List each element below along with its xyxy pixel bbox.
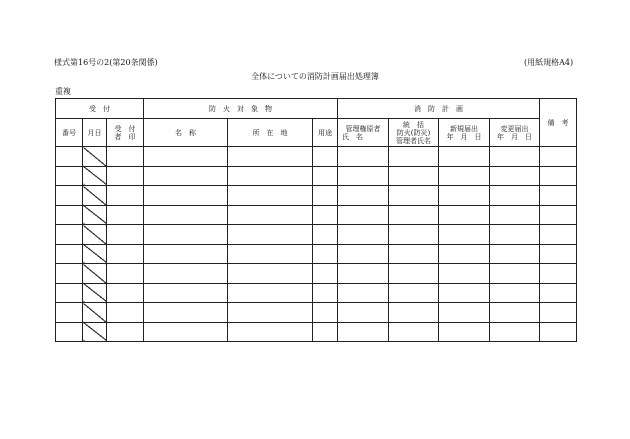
month-day-cell-slashed (83, 244, 107, 264)
col-new-line2: 年 月 日 (446, 132, 482, 141)
table-cell (389, 147, 439, 167)
table-cell (439, 186, 490, 206)
table-cell (313, 166, 338, 186)
table-cell (144, 166, 228, 186)
table-cell (490, 186, 540, 206)
table-row (56, 322, 577, 342)
document-title: 全体についての消防計画届出処理簿 (251, 72, 379, 81)
month-day-cell-slashed (83, 147, 107, 167)
col-name: 名 称 (144, 119, 228, 147)
table-cell (540, 186, 577, 206)
table-cell (313, 322, 338, 342)
paper-size-note: (用紙規格A4) (524, 58, 574, 67)
table-cell (107, 244, 144, 264)
col-change-line2: 年 月 日 (497, 132, 533, 141)
month-day-cell-slashed (83, 186, 107, 206)
table-cell (107, 147, 144, 167)
table-cell (338, 244, 389, 264)
table-cell (144, 147, 228, 167)
col-general-line1: 統 括 (403, 120, 425, 129)
table-cell (144, 225, 228, 245)
month-day-cell-slashed (83, 283, 107, 303)
table-cell (540, 303, 577, 323)
table-cell (56, 283, 83, 303)
table-cell (144, 186, 228, 206)
table-row (56, 264, 577, 284)
table-row (56, 186, 577, 206)
table-cell (439, 303, 490, 323)
col-manager-line2: 氏 名 (342, 132, 364, 141)
col-change-line1: 変更届出 (500, 124, 529, 133)
column-header-row (56, 119, 577, 147)
table-cell (56, 264, 83, 284)
col-month-day: 月日 (83, 119, 107, 147)
month-day-cell-slashed (83, 322, 107, 342)
col-receiver-seal (107, 119, 144, 147)
table-cell (107, 225, 144, 245)
col-general-line2: 防火(防災) (396, 128, 431, 137)
table-cell (107, 322, 144, 342)
table-cell (228, 225, 313, 245)
col-manager (338, 119, 389, 147)
table-cell (107, 283, 144, 303)
col-new-line1: 新規届出 (450, 124, 479, 133)
col-receiver-seal-line2: 者 印 (114, 132, 136, 141)
table-cell (338, 225, 389, 245)
table-cell (144, 283, 228, 303)
group-header-row (56, 99, 577, 119)
col-new-notification (439, 119, 490, 147)
table-cell (144, 205, 228, 225)
col-number: 番号 (56, 119, 83, 147)
table-cell (389, 283, 439, 303)
target-object-group-header (144, 99, 338, 119)
table-cell (228, 303, 313, 323)
col-location: 所 在 地 (228, 119, 313, 147)
remarks-header (540, 99, 577, 147)
table-cell (107, 303, 144, 323)
table-cell (313, 147, 338, 167)
table-cell (313, 264, 338, 284)
table-cell (439, 205, 490, 225)
table-cell (439, 322, 490, 342)
table-cell (490, 166, 540, 186)
table-cell (540, 225, 577, 245)
register-table (55, 98, 577, 342)
table-cell (540, 244, 577, 264)
table-cell (56, 205, 83, 225)
table-cell (338, 205, 389, 225)
table-cell (338, 147, 389, 167)
table-row (56, 166, 577, 186)
table-row (56, 283, 577, 303)
table-cell (144, 322, 228, 342)
table-cell (107, 264, 144, 284)
table-cell (338, 264, 389, 284)
table-cell (389, 322, 439, 342)
table-cell (228, 186, 313, 206)
table-cell (56, 166, 83, 186)
table-cell (144, 303, 228, 323)
table-cell (540, 283, 577, 303)
table-cell (228, 244, 313, 264)
table-cell (389, 166, 439, 186)
table-cell (228, 283, 313, 303)
month-day-cell-slashed (83, 166, 107, 186)
table-cell (56, 303, 83, 323)
table-cell (490, 303, 540, 323)
col-general-line3: 管理者氏名 (396, 136, 432, 145)
month-day-cell-slashed (83, 225, 107, 245)
table-cell (313, 303, 338, 323)
table-cell (540, 147, 577, 167)
table-cell (439, 244, 490, 264)
table-row (56, 225, 577, 245)
table-cell (56, 186, 83, 206)
fire-plan-group-label: 消 防 計 画 (414, 104, 464, 113)
col-manager-line1: 管理権原者 (345, 124, 381, 133)
reception-group-label: 受 付 (89, 104, 110, 113)
table-cell (490, 147, 540, 167)
table-cell (228, 147, 313, 167)
table-cell (490, 322, 540, 342)
table-cell (389, 264, 439, 284)
reception-group-header (56, 99, 144, 119)
month-day-cell-slashed (83, 303, 107, 323)
table-cell (490, 244, 540, 264)
table-cell (107, 186, 144, 206)
table-cell (313, 205, 338, 225)
remarks-label: 備 考 (547, 118, 569, 127)
table-row (56, 303, 577, 323)
table-cell (439, 264, 490, 284)
table-cell (313, 283, 338, 303)
table-cell (389, 225, 439, 245)
table-row (56, 147, 577, 167)
month-day-cell-slashed (83, 264, 107, 284)
table-cell (313, 244, 338, 264)
table-cell (389, 303, 439, 323)
table-cell (389, 205, 439, 225)
table-cell (228, 166, 313, 186)
table-cell (439, 166, 490, 186)
table-cell (490, 264, 540, 284)
month-day-cell-slashed (83, 205, 107, 225)
col-change-notification (490, 119, 540, 147)
table-cell (389, 186, 439, 206)
target-object-group-label: 防 火 対 象 物 (209, 104, 273, 113)
col-use: 用途 (313, 119, 338, 147)
table-cell (540, 205, 577, 225)
table-cell (56, 322, 83, 342)
table-cell (107, 205, 144, 225)
table-cell (56, 244, 83, 264)
table-cell (439, 225, 490, 245)
table-cell (313, 186, 338, 206)
table-cell (540, 264, 577, 284)
table-row (56, 244, 577, 264)
table-cell (228, 264, 313, 284)
table-cell (56, 147, 83, 167)
table-cell (144, 264, 228, 284)
table-cell (490, 283, 540, 303)
table-cell (144, 244, 228, 264)
table-cell (228, 322, 313, 342)
document-subtitle: 重複 (55, 87, 71, 96)
table-cell (56, 225, 83, 245)
table-cell (439, 147, 490, 167)
table-cell (107, 166, 144, 186)
table-row (56, 205, 577, 225)
table-cell (338, 283, 389, 303)
table-cell (540, 166, 577, 186)
table-cell (338, 186, 389, 206)
table-cell (389, 244, 439, 264)
col-general-manager (389, 119, 439, 147)
col-receiver-seal-line1: 受 付 (114, 124, 136, 133)
table-cell (490, 225, 540, 245)
table-cell (338, 322, 389, 342)
table-cell (540, 322, 577, 342)
fire-plan-group-header (338, 99, 540, 119)
form-number: 様式第16号の2(第20条関係) (54, 58, 158, 67)
table-cell (490, 205, 540, 225)
table-cell (313, 225, 338, 245)
table-cell (228, 205, 313, 225)
table-cell (439, 283, 490, 303)
table-cell (338, 166, 389, 186)
table-cell (338, 303, 389, 323)
